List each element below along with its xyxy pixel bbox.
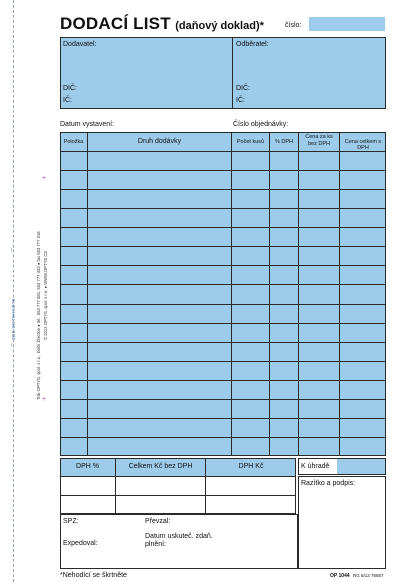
summary-col-vat-pct: DPH % [76, 463, 99, 470]
table-header-line [60, 151, 386, 152]
to-pay-label: K úhradě [301, 463, 330, 470]
table-row-line [60, 323, 386, 324]
table-row-line [60, 170, 386, 171]
col-header-unit-price: Cena za ks bez DPH [305, 134, 333, 147]
table-row-line [60, 399, 386, 400]
summary-line [60, 476, 296, 477]
order-number-label: Číslo objednávky: [233, 121, 289, 128]
table-row-line [60, 246, 386, 247]
perforation-line [13, 0, 14, 582]
col-divider [231, 132, 232, 456]
shipped-by-label: Expedoval: [63, 540, 98, 547]
table-row-line [60, 380, 386, 381]
supplier-label: Dodavatel: [63, 41, 97, 48]
cut-label: ZDE ODTRHNĚTE [11, 297, 16, 340]
col-header-qty: Počet kusů [236, 139, 265, 145]
col-divider [269, 132, 270, 456]
received-by-label: Převzal: [145, 518, 171, 525]
table-row-line [60, 208, 386, 209]
issue-date-label: Datum vystavení: [60, 121, 115, 128]
col-header-item: Položka [63, 139, 84, 145]
supplier-dic-label: DIČ: [63, 85, 77, 92]
table-row-line [60, 437, 386, 438]
col-divider [87, 132, 88, 456]
table-row-line [60, 418, 386, 419]
publisher-info: Tisk OPTYS, spol. s r.o., Dolní Životice ● tel.: 553 777 381, 553 777 333 ● fax 553 777 318 [36, 231, 41, 400]
summary-col-vat-amount: DPH Kč [238, 463, 264, 470]
cut-arrow-down-icon: ↓ [10, 342, 13, 348]
footer-note: *Nehodící se škrtněte [60, 572, 127, 579]
table-row-line [60, 284, 386, 285]
col-divider [339, 132, 340, 456]
table-row-line [60, 227, 386, 228]
product-code: OP 1044 [330, 573, 350, 579]
taxable-date-label: Datum uskuteč. zdaň. plnění: [145, 533, 213, 548]
col-header-total: Cena celkem s DPH [344, 139, 382, 151]
stamp-label: Razítko a podpis: [301, 480, 356, 487]
customer-label: Odběratel: [236, 41, 269, 48]
crosshair-icon: + [42, 175, 47, 182]
table-row-line [60, 189, 386, 190]
table-row-line [60, 361, 386, 362]
col-header-type: Druh dodávky [137, 138, 182, 145]
copyright-info: © 2012 OPTYS, spol. s r.o. ● WWW.OPTYS.CZ [43, 251, 48, 340]
spz-label: SPZ: [63, 518, 79, 525]
items-table [60, 132, 386, 456]
print-code: RG 6/13 76567 [353, 573, 384, 578]
parties-box [60, 37, 386, 109]
summary-col-total-no-vat: Celkem Kč bez DPH [128, 463, 193, 470]
table-row-line [60, 342, 386, 343]
to-pay-field[interactable] [337, 459, 385, 474]
page-title [60, 14, 264, 34]
cut-arrow-up-icon: ↑ [10, 248, 13, 254]
table-row-line [60, 304, 386, 305]
supplier-ic-label: IČ: [63, 97, 72, 104]
parties-divider [232, 37, 233, 109]
col-header-vat: % DPH [274, 139, 294, 145]
crosshair-icon: + [42, 396, 47, 403]
summary-line [60, 495, 296, 496]
title-main: DODACÍ LIST [60, 14, 171, 33]
customer-ic-label: IČ: [236, 97, 245, 104]
table-row-line [60, 265, 386, 266]
customer-dic-label: DIČ: [236, 85, 250, 92]
number-label: číslo: [285, 22, 302, 29]
stamp-box [298, 476, 386, 569]
col-divider [298, 132, 299, 456]
number-field[interactable] [309, 17, 385, 31]
title-subtitle: (daňový doklad)* [175, 20, 264, 32]
